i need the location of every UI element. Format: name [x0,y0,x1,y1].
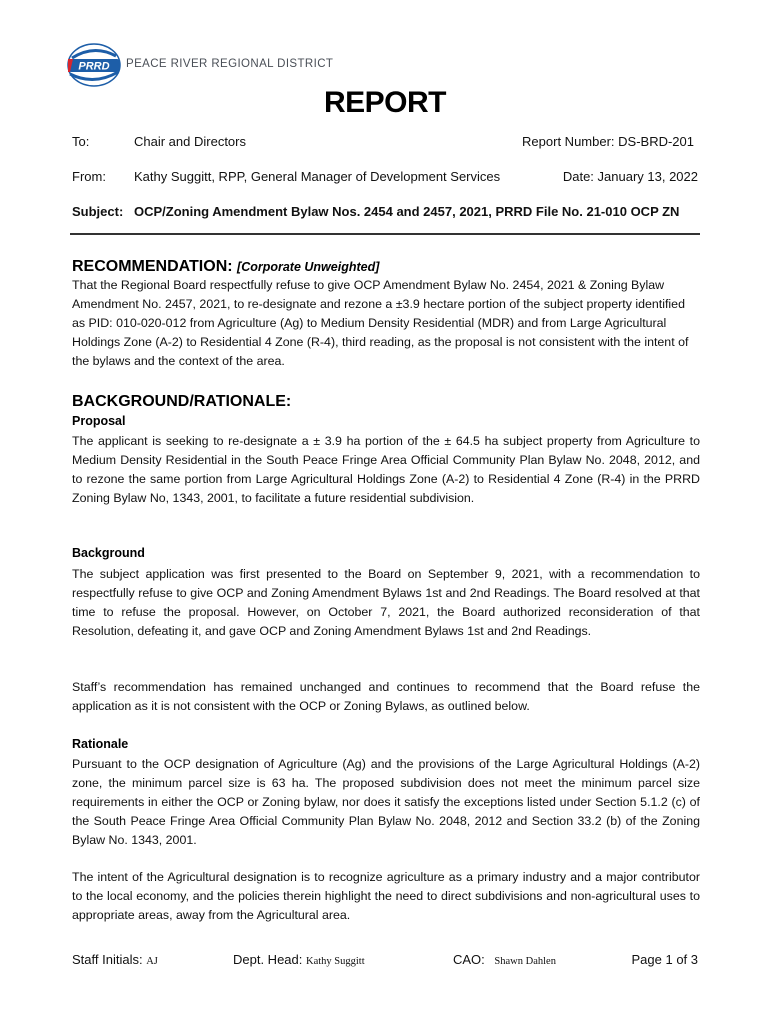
from-label: From: [72,169,106,184]
rationale-text-1: Pursuant to the OCP designation of Agriculture (Ag) and the provisions of the Large Agricultural Holdings (A-2) zone, the minimum parcel size is 63 ha. The proposed subdivision does not meet the minimum parcel size requirements in either the OCP or Zoning bylaw, nor does it satisfy the exceptions listed under Section 5.1.2 (c) of the South Peace Fringe Area Official Community Plan Bylaw No. 2048, 2012 and Section 33.2 (b) of the Zoning Bylaw No. 1343, 2001. [72,757,700,847]
from-value: Kathy Suggitt, RPP, General Manager of Development Services [134,169,501,184]
to-value: Chair and Directors [134,134,246,149]
report-date: Date: January 13, 2022 [562,169,698,184]
subject-value: OCP/Zoning Amendment Bylaw Nos. 2454 and 2457, 2021, PRRD File No. 21-010 OCP ZN [134,204,680,219]
staff-initials-label: Staff Initials: [72,952,143,967]
recommendation-title: RECOMMENDATION: [72,258,233,275]
subject-label: Subject: [72,204,124,219]
prrd-logo-icon [64,42,124,88]
proposal-text: The applicant is seeking to re-designate a ± 3.9 ha portion of the ± 64.5 ha subject property from Agriculture to Medium Density Residential in the South Peace Fringe Area Official Community Plan Bylaw No. 2048, 2012, and to rezone the same portion from Large Agricultural Holdings Zone (A-2) to Residential 4 Zone (R-4) in the PRRD Zoning Bylaw No, 1343, 2001, to facilitate a future residential subdivision. [72,434,700,505]
proposal-heading: Proposal [72,414,126,428]
dept-head-value: Kathy Suggitt [306,956,365,967]
org-name: PEACE RIVER REGIONAL DISTRICT [126,58,334,70]
dept-head [233,952,365,967]
background-text-2: Staff’s recommendation has remained unchanged and continues to recommend that the Board refuse the application as it is not consistent with the OCP or Zoning Bylaws, as outlined below. [72,680,700,713]
dept-head-label: Dept. Head: [233,952,303,967]
cao-value: Shawn Dahlen [494,956,556,967]
logo-text: PRRD [78,60,110,73]
rationale-heading: Rationale [72,737,129,751]
report-number: Report Number: DS-BRD-201 [522,134,694,149]
background-rationale-heading: BACKGROUND/RATIONALE: [72,393,292,410]
recommendation-qualifier: [Corporate Unweighted] [237,260,380,274]
divider [70,233,700,235]
recommendation-text: That the Regional Board respectfully refuse to give OCP Amendment Bylaw No. 2454, 2021 & Zoning Bylaw Amendment No. 2457, 2021, to re-designate and rezone a ±3.9 hectare portion of the subject property identified as PID: 010-020-012 from Agriculture (Ag) to Medium Density Residential (MDR) and from Large Agricultural Holdings Zone (A-2) to Residential 4 Zone (R-4), third reading, as the proposal is not consistent with the intent of the bylaws and the context of the area. [72,278,689,368]
cao [453,952,556,967]
to-label: To: [72,134,90,149]
page-title: REPORT [323,86,446,119]
page-number: Page 1 of 3 [631,952,698,967]
background-heading: Background [72,546,145,560]
staff-initials [72,952,158,967]
background-text-1: The subject application was first presented to the Board on September 9, 2021, with a recommendation to respectfully refuse to give OCP and Zoning Amendment Bylaws 1st and 2nd Readings. The Board resolved at that time to refuse the proposal. However, on October 7, 2021, the Board authorized reconsideration of that Resolution, defeating it, and gave OCP and Zoning Amendment Bylaws 1st and 2nd Readings. [72,567,700,638]
rationale-text-2: The intent of the Agricultural designation is to recognize agriculture as a primary industry and a major contributor to the local economy, and the policies therein highlight the need to direct subdivisions and non-agricultural uses to appropriate areas, away from the Agricultural area. [72,870,700,922]
staff-initials-value: AJ [146,956,158,967]
recommendation-heading [72,258,379,276]
cao-label: CAO: [453,952,485,967]
